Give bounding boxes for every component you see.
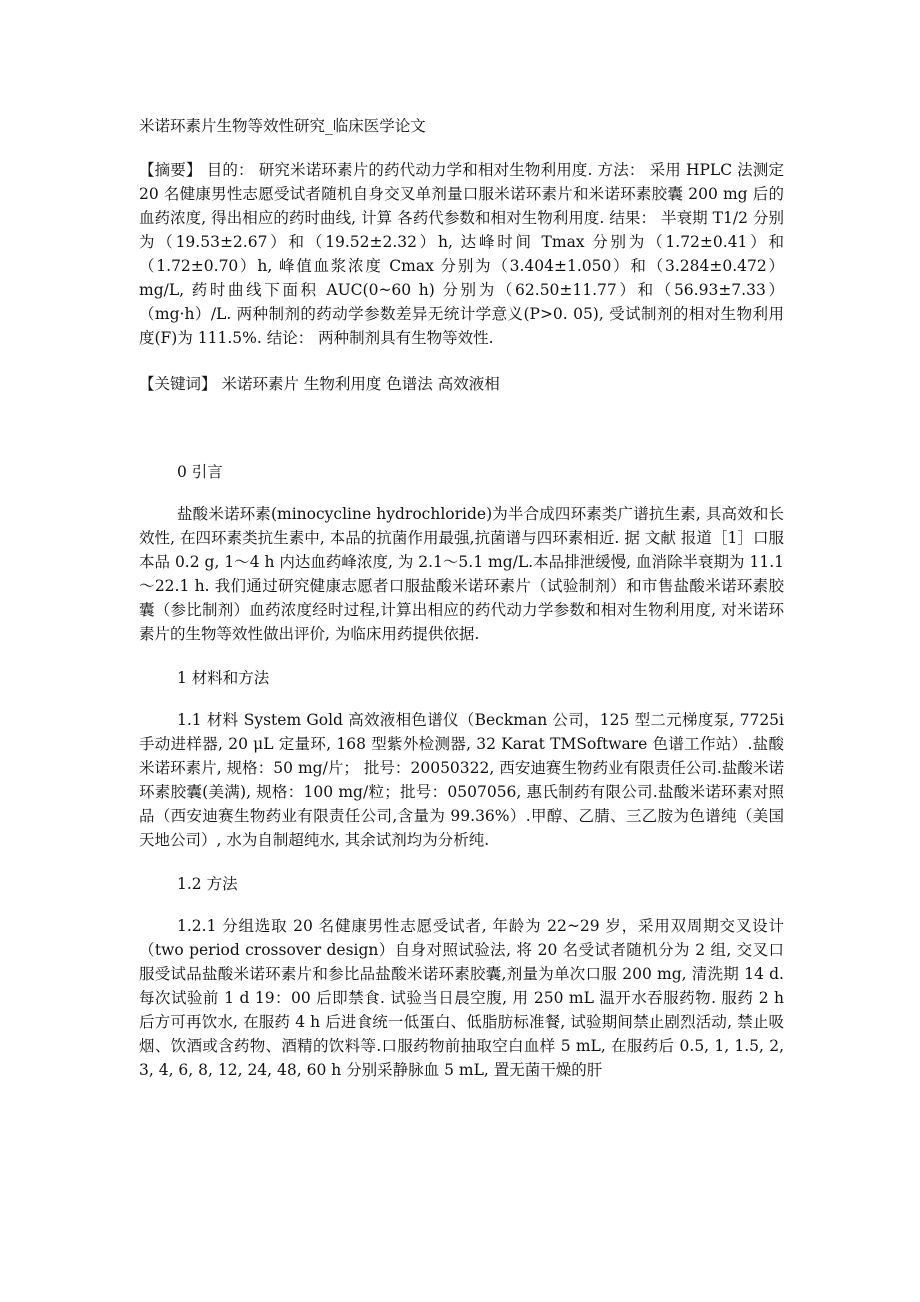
section-heading-introduction: 0 引言 [177, 463, 223, 481]
document-title: 米诺环素片生物等效性研究_临床医学论文 [139, 117, 426, 135]
keywords-text: 米诺环素片 生物利用度 色谱法 高效液相 [216, 375, 500, 393]
abstract-text: 目的： 研究米诺环素片的药代动力学和相对生物利用度. 方法： 采用 HPLC 法测定 20 名健康男性志愿受试者随机自身交叉单剂量口服米诺环素片和米诺环素胶囊 200 mg 后的血药浓度, 得出相应的药时曲线, 计算 各药代参数和相对生物利用度. 结果： 半衰期 T1/2 分别为（19.53±2.67）和（19.52±2.32）h, 达峰时间 Tmax 分别为（1.72±0.41）和（1.72±0.70）h, 峰值血浆浓度 Cmax 分别为（3.404±1.050）和（3.284±0.472） mg/L, 药时曲线下面积 AUC(0~60 h) 分别为（62.50±11.77）和（56.93±7.33）（mg·h）/L. 两种制剂的药动学参数差异无统计学意义(P>0. 05), 受试制剂的相对生物利用度(F)为 111.5%. 结论： 两种制剂具有生物等效性. [139, 161, 784, 347]
section-heading-methods: 1.2 方法 [177, 875, 238, 893]
abstract-label: 【摘要】 [139, 161, 202, 179]
keywords-label: 【关键词】 [139, 375, 217, 393]
materials-paragraph: 1.1 材料 System Gold 高效液相色谱仪（Beckman 公司，125 型二元梯度泵, 7725i 手动进样器, 20 μL 定量环, 168 型紫外检测器, 32 Karat TMSoftware 色谱工作站）.盐酸米诺环素片, 规格：50 mg/片； 批号：20050322, 西安迪赛生物药业有限责任公司.盐酸米诺环素胶囊(美满), 规格：100 mg/粒；批号：0507056, 惠氏制药有限公司.盐酸米诺环素对照品（西安迪赛生物药业有限责任公司,含量为 99.36%）.甲醇、乙腈、三乙胺为色谱纯（美国天地公司）, 水为自制超纯水, 其余试剂均为分析纯. [139, 711, 784, 849]
grouping-paragraph: 1.2.1 分组选取 20 名健康男性志愿受试者, 年龄为 22~29 岁，采用双周期交叉设计（two period crossover design）自身对照试验法, 将 20 名受试者随机分为 2 组, 交叉口服受试品盐酸米诺环素片和参比品盐酸米诺环素胶囊,剂量为单次口服 200 mg, 清洗期 14 d. 每次试验前 1 d 19：00 后即禁食. 试验当日晨空腹, 用 250 mL 温开水吞服药物. 服药 2 h 后方可再饮水, 在服药 4 h 后进食统一低蛋白、低脂肪标准餐, 试验期间禁止剧烈活动, 禁止吸烟、饮酒或含药物、酒精的饮料等.口服药物前抽取空白血样 5 mL, 在服药后 0.5, 1, 1.5, 2, 3, 4, 6, 8, 12, 24, 48, 60 h 分别采静脉血 5 mL, 置无菌干燥的肝 [139, 917, 784, 1079]
section-gap [139, 418, 784, 442]
introduction-paragraph: 盐酸米诺环素(minocycline hydrochloride)为半合成四环素类广谱抗生素, 具高效和长效性, 在四环素类抗生素中, 本品的抗菌作用最强,抗菌谱与四环素相近. 据 文献 报道［1］口服本品 0.2 g, 1～4 h 内达血药峰浓度, 为 2.1～5.1 mg/L.本品排泄缓慢, 血消除半衰期为 11.1～22.1 h. 我们通过研究健康志愿者口服盐酸米诺环素片（试验制剂）和市售盐酸米诺环素胶囊（参比制剂）血药浓度经时过程,计算出相应的药代动力学参数和相对生物利用度, 对米诺环素片的生物等效性做出评价, 为临床用药提供依据. [139, 505, 784, 643]
abstract [139, 158, 784, 350]
document-body [139, 114, 784, 1082]
keywords [139, 372, 784, 396]
section-heading-materials-methods: 1 材料和方法 [177, 669, 270, 687]
